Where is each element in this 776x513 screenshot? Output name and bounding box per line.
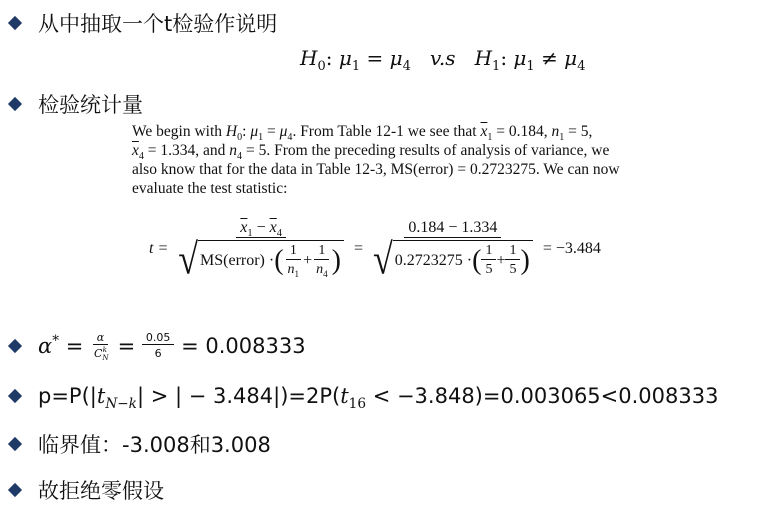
- diamond-bullet-icon: [8, 16, 22, 30]
- alpha-result: = 0.008333: [181, 333, 306, 358]
- bullet-item-6: [10, 475, 164, 505]
- t-statistic-equation: [149, 219, 601, 283]
- bullet-text: 检验统计量: [38, 93, 143, 117]
- hypothesis-equation: $H_0$: $\mu_1 = \mu_4$ v.s $H_1$: $\mu_1 \ne \mu_4$: [300, 46, 586, 74]
- diamond-bullet-icon: [8, 97, 22, 111]
- excerpt-text: evaluate the test statistic:: [132, 180, 288, 197]
- diamond-bullet-icon: [8, 389, 22, 403]
- excerpt-text: = 1.334, and: [147, 142, 226, 159]
- ms-value: 0.2723275 ·: [394, 251, 473, 269]
- fraction-symbolic: $\overline{x}_1 - \overline{x}_4$ √ MS(error) · ( $\frac{1}{n_1}$ + $\frac{1}{n_4}$ ): [174, 219, 348, 278]
- bullet-item-2: [10, 89, 143, 119]
- excerpt-text: We begin with: [132, 123, 223, 140]
- p-value-formula: $p=P(|t_{N-k}|$ > | − $3.484|)=2P(t_{16} < -3.848)=0.003065<0.008333$: [38, 384, 719, 413]
- bullet-item-4: [10, 384, 719, 413]
- t-result: = −3.484: [542, 239, 601, 257]
- diamond-bullet-icon: [8, 338, 22, 352]
- bullet-text: 临界值：-3.008和3.008: [38, 433, 271, 457]
- excerpt-text: . From Table 12-1 we see that: [292, 123, 477, 140]
- equals-sign: =: [354, 239, 364, 257]
- diamond-bullet-icon: [8, 483, 22, 497]
- alpha-formula: α* = $\frac{\alpha}{C_N^k}$ = $\frac{0.05}{6}$ = 0.008333: [38, 331, 306, 363]
- excerpt-text: = 5. From the preceding results of analysis of variance, we: [245, 142, 610, 159]
- t-label: t =: [149, 239, 169, 257]
- bullet-item-3: [10, 331, 306, 363]
- excerpt-text: also know that for the data in Table 12-3, MS(error) = 0.2723275. We can now: [132, 161, 620, 178]
- ms-error-label: MS(error) ·: [200, 251, 275, 269]
- bullet-text: 故拒绝零假设: [38, 479, 164, 503]
- fraction-numeric: 0.184 − 1.334 √ 0.2723275 · ( $\frac{1}{5}$ + $\frac{1}{5}$ ): [369, 219, 537, 278]
- excerpt-text: = 0.184,: [496, 123, 548, 140]
- bullet-item-5: [10, 429, 271, 459]
- diamond-bullet-icon: [8, 437, 22, 451]
- bullet-text: 从中抽取一个t检验作说明: [38, 12, 278, 36]
- excerpt-text: = 5,: [568, 123, 593, 140]
- bullet-item-1: [10, 8, 277, 38]
- textbook-excerpt: We begin with $H_0$: $\mu_1 = \mu_4$. From Table 12-1 we see that $\overline{x}_1 = 0.184$, $n_1 = 5$, $\overline{x}_4 = 1.334$, and $n_4 = 5$. From the preceding results of analysis of variance, we also know that for the data in Table 12-3, MS(error) = 0.2723275. We can now evaluate the test statistic:: [132, 123, 620, 197]
